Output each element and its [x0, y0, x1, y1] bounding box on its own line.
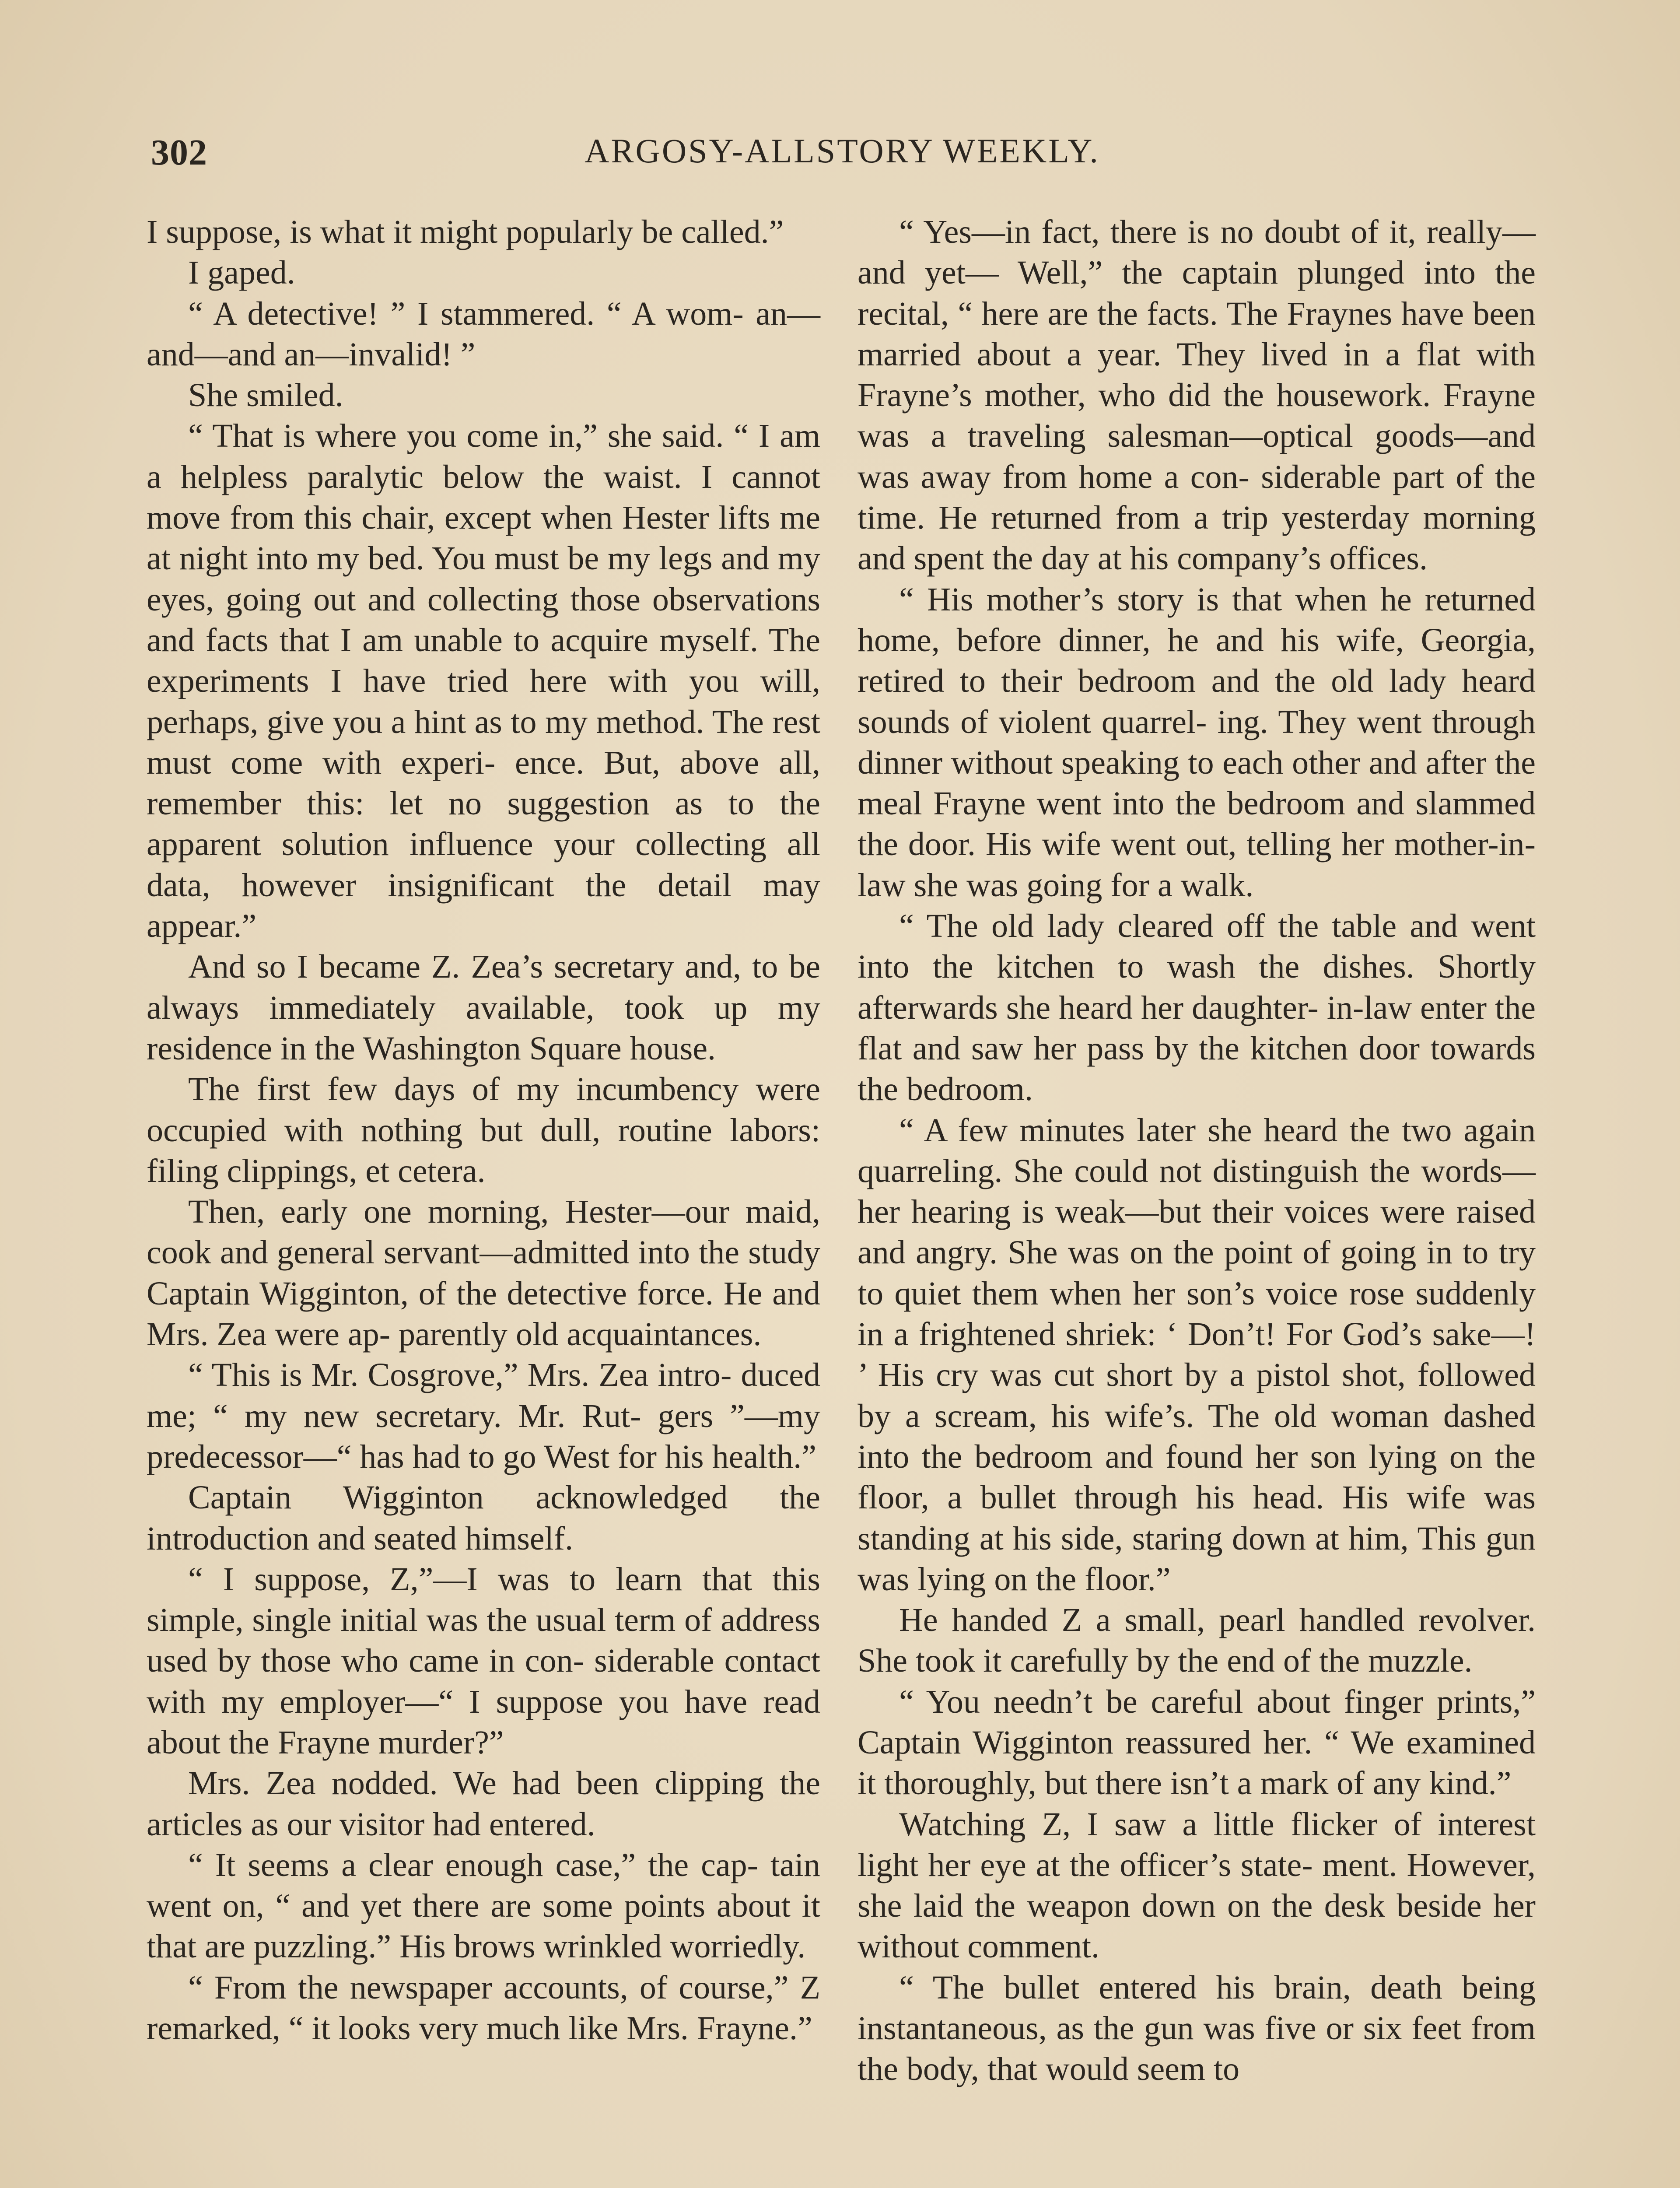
paragraph: “ A detective! ” I stammered. “ A wom- an—and—and an—invalid! ”: [147, 295, 820, 373]
right-column: [858, 212, 1536, 2188]
paragraph: Then, early one morning, Hester—our maid, cook and general servant—admitted into the study Captain Wigginton, of the detective force. He and Mrs. Zea were ap- parently old acquaintances.: [147, 1193, 820, 1353]
paragraph: I gaped.: [188, 254, 295, 291]
paragraph: Captain Wigginton acknowledged the introduction and seated himself.: [147, 1479, 820, 1557]
paragraph: Mrs. Zea nodded. We had been clipping the articles as our visitor had entered.: [147, 1765, 820, 1843]
paragraph: The first few days of my incumbency were occupied with nothing but dull, routine labors: filing clippings, et cetera.: [147, 1071, 820, 1189]
paragraph: Watching Z, I saw a little flicker of interest light her eye at the officer’s state- ment. However, she laid the weapon down on the desk beside her without comment.: [858, 1806, 1536, 1965]
paragraph: “ His mother’s story is that when he returned home, before dinner, he and his wife, Georgia, retired to their bedroom and the old lady heard sounds of violent quarrel- ing. They went through dinner without speaking to each other and after the meal Frayne went into the bedroom and slammed the door. His wife went out, telling her mother-in-law she was going for a walk.: [858, 581, 1536, 904]
paragraph: “ Yes—in fact, there is no doubt of it, really—and yet— Well,” the captain plunged into the recital, “ here are the facts. The Fraynes have been married about a year. They lived in a flat with Frayne’s mother, who did the housework. Frayne was a traveling salesman—optical goods—and was away from home a con- siderable part of the time. He returned from a trip yesterday morning and spent the day at his company’s offices.: [858, 214, 1536, 577]
page-number: 302: [151, 132, 207, 173]
paragraph: “ That is where you come in,” she said. “ I am a helpless paralytic below the waist. I cannot move from this chair, except when Hester lifts me at night into my bed. You must be my legs and my eyes, going out and collecting those observations and facts that I am unable to acquire myself. The experiments I have tried here with you will, perhaps, give you a hint as to my method. The rest must come with experi- ence. But, above all, remember this: let no suggestion as to the apparent solution influence your collecting all data, however insignificant the detail may appear.”: [147, 417, 820, 945]
paragraph: “ I suppose, Z,”—I was to learn that this simple, single initial was the usual term of address used by those who came in con- siderable contact with my employer—“ I suppose you have read about the Frayne murder?”: [147, 1560, 820, 1761]
paragraph: “ It seems a clear enough case,” the cap- tain went on, “ and yet there are some points about it that are puzzling.” His brows wrinkled worriedly.: [147, 1846, 820, 1965]
paragraph: “ The old lady cleared off the table and went into the kitchen to wash the dishes. Shortly afterwards she heard her daughter- in-law enter the flat and saw her pass by the kitchen door towards the bedroom.: [858, 908, 1536, 1108]
page-header: [151, 131, 1533, 179]
paragraph: “ The bullet entered his brain, death being instantaneous, as the gun was five or six feet from the body, that would seem to: [858, 1969, 1536, 2088]
paragraph: I suppose, is what it might popularly be called.”: [147, 214, 784, 250]
paragraph: “ You needn’t be careful about finger prints,” Captain Wigginton reassured her. “ We examined it thoroughly, but there isn’t a mark of any kind.”: [858, 1683, 1536, 1802]
paragraph: “ A few minutes later she heard the two again quarreling. She could not distinguish the words—her hearing is weak—but their voices were raised and angry. She was on the point of going in to try to quiet them when her son’s voice rose suddenly in a frightened shriek: ‘ Don’t! For God’s sake—! ’ His cry was cut short by a pistol shot, followed by a scream, his wife’s. The old woman dashed into the bedroom and found her son lying on the floor, a bullet through his head. His wife was standing at his side, staring down at him, This gun was lying on the floor.”: [858, 1112, 1536, 1598]
paragraph: She smiled.: [188, 377, 343, 414]
left-column: [147, 212, 820, 2188]
paragraph: “ From the newspaper accounts, of course,” Z remarked, “ it looks very much like Mrs. Frayne.”: [147, 1969, 820, 2047]
paragraph: He handed Z a small, pearl handled revolver. She took it carefully by the end of the muzzle.: [858, 1602, 1536, 1680]
paragraph: And so I became Z. Zea’s secretary and, to be always immediately available, took up my residence in the Washington Square house.: [147, 948, 820, 1067]
paragraph: “ This is Mr. Cosgrove,” Mrs. Zea intro- duced me; “ my new secretary. Mr. Rut- gers ”—my predecessor—“ has had to go West for his health.”: [147, 1357, 820, 1475]
running-head: ARGOSY-ALLSTORY WEEKLY.: [584, 132, 1100, 170]
